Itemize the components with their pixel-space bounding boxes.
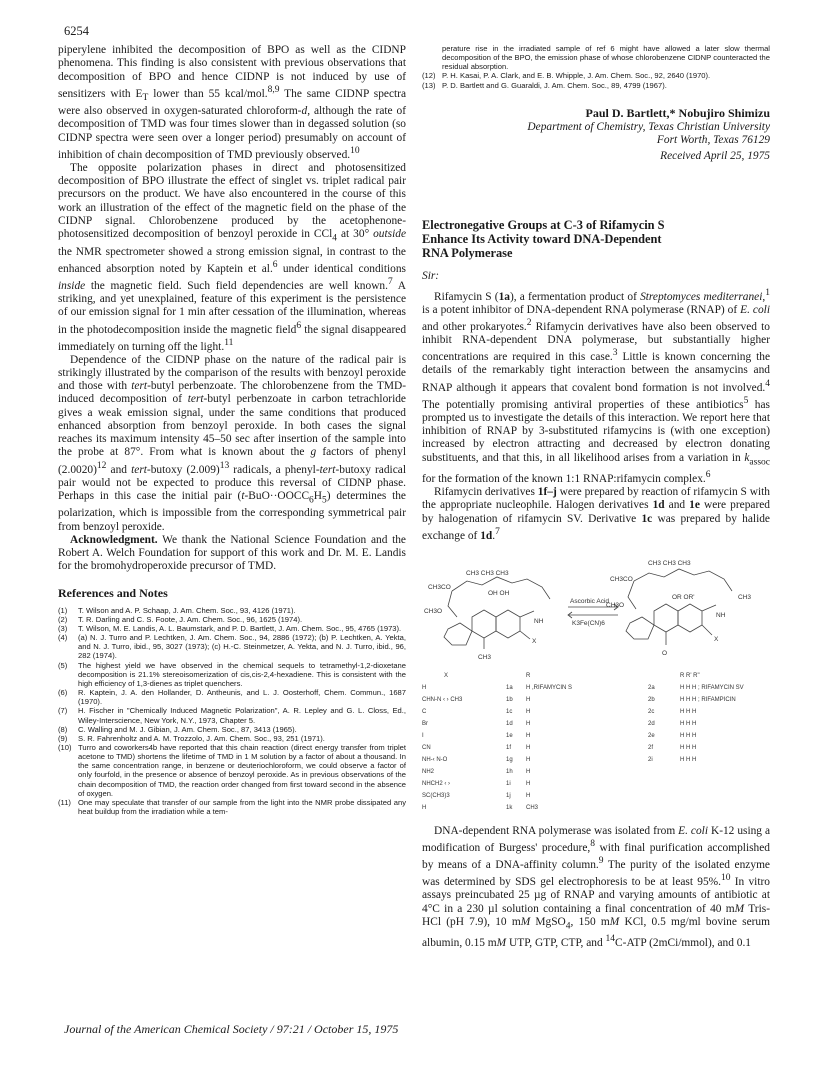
rifamycin-structure-scheme [422,551,770,671]
cell-compound-id: 1g [506,756,513,763]
label-ch3-top-right: CH3 CH3 CH3 [648,559,691,567]
cell-r: H [526,732,531,739]
references-list [58,606,406,817]
cell-compound-id: 1e [506,732,513,739]
right-column [422,44,770,950]
reference-item [422,81,770,90]
reference-item [58,633,406,660]
cell-substituent-x: NHCH2 ‹ › [422,780,450,787]
reference-item [58,798,406,816]
cell-substituent-x: CN [422,744,431,751]
table-row [422,781,770,791]
paragraph-3: Dependence of the CIDNP phase on the nature of the radical pair is strikingly illustrated by the comparison of the results with benzoyl peroxide and those with tert-butyl perbenzoate. The chlorobenzene from the TMD-induced decomposition of tert-butyl perbenzoate in carbon tetrachloride gives a weak emission signal, under the same conditions that produced enhanced absorption from benzoyl peroxide. In both cases the signal reaches its maximum intensity 45–50 sec after insertion of the sample into the probe at 87°. From what is known about the g factors of phenyl $(2.0020)^{12}$ and tert-butoxy $(2.009)^{13}$ radicals, a phenyl-tert-butoxy radical pair would not be expected to produce this reversal of CIDNP phase. Perhaps in this case the initial pair $(t-BuO\cdot\cdot OOCC_6H_5)$ determines the polarization, which is impossible from the corresponding symmetrical pair from benzoyl peroxide. [58,353,406,533]
reference-item [58,734,406,743]
cell-r: H [526,708,531,715]
label-ch3-top-left: CH3 CH3 CH3 [466,569,509,577]
cell-compound-id-2: 2d [648,720,655,727]
cell-r: H ,RIFAMYCIN S [526,684,573,691]
cell-r: H [526,768,531,775]
header-r-rprime: R R' R" [680,672,700,679]
cell-compound-id: 1h [506,768,513,775]
substituent-table [422,673,770,823]
label-ch3o-left: CH3O [424,607,443,615]
label-x-right: X [714,635,719,643]
reference-item [58,706,406,724]
reference-item [58,606,406,615]
cell-substituent-x: NH-‹ N-O [422,756,448,763]
structure-drawing [422,551,770,671]
cell-substituent-x: CHN-N ‹ › CH3 [422,696,463,703]
cell-r: H [526,720,531,727]
table-row [422,709,770,719]
reference-text: (a) N. J. Turro and P. Lechtken, J. Am. Chem. Soc., 94, 2886 (1972); (b) P. Lechtken, A. Yekta, and N. J. Turro, ibid., 95, 3027 (1973); (c) H.-C. Steinmetzer, A. Yekta, and N. J. Turro, ibid., 96, 282 (1974). [78,633,406,661]
cell-substituent-x: H [422,684,427,691]
received-date: Received April 25, 1975 [660,149,770,162]
label-ch3-bottom-left: CH3 [478,653,492,661]
reference-text: R. Kaptein, J. A. den Hollander, D. Antheunis, and L. J. Oosterhoff, Chem. Commun., 1687 (1970). [78,688,406,707]
cell-substituent-x: C [422,708,427,715]
affiliation-line-1: Department of Chemistry, Texas Christian University [527,120,770,133]
cell-compound-id: 1k [506,804,513,811]
reference-text: S. R. Fahrenholtz and A. M. Trozzolo, J. Am. Chem. Soc., 93, 251 (1971). [78,733,325,743]
reference-number: (7) [58,706,68,716]
reference-text: Turro and coworkers4b have reported that this chain reaction (direct energy transfer from triplet acetone to TMD) shortens the lifetime of TMD in 1 M solution by a factor of about a thousand. In the same concentration range, in benzene or deuteriochloroform, we could observe a factor of only fourfold, in the presence or absence of benzoyl peroxide. As in previous observations of the chain decomposition of TMD, the reaction order changed from first toward second in the absence of oxygen. [78,743,406,798]
table-row [422,745,770,755]
table-row [422,757,770,767]
reference-text: perature rise in the irradiated sample of ref 6 might have allowed a later slow thermal decomposition of the BPO, the emission phase of whose chlorobenzene CIDNP counteracted the residual absorption. [442,44,770,72]
reference-number: (11) [58,797,71,807]
cell-compound-id-2: 2b [648,696,655,703]
references-continued [422,44,770,90]
reference-item [58,688,406,706]
cell-substituent-x: SC(CH3)3 [422,792,450,799]
reference-number: (1) [58,605,68,615]
reference-item [422,71,770,80]
reference-number: (8) [58,724,68,734]
cell-compound-id-2: 2c [648,708,655,715]
label-nh-right: NH [716,611,726,619]
paragraph-rifamycin-2: Rifamycin derivatives 1f–j were prepared by reaction of rifamycin S with the appropriate nucleophile. Halogen derivatives 1d and 1e were prepared by halogenation of rifamycin SV. Derivative 1c was prepared by halide exchange of 1d.$^7$ [422,486,770,542]
reference-text: The highest yield we have observed in the chemical sequels to tetramethyl-1,2-dioxetane decomposition is 21.1% stereoisomerization of cis,cis-2,4-hexadiene. This is consistent with the high efficiency of 1,3-dienes as triplet quenchers. [78,660,406,688]
paragraph-1: piperylene inhibited the decomposition of BPO as well as the CIDNP phenomena. This finding is also consistent with previous observations that decomposition of BPO and hence CIDNP is not induced by use of sensitizers with $E_T$ lower than 55 kcal/mol.$^{8,9}$ The same CIDNP spectra were also observed in oxygen-saturated chloroform-d, although the rate of decomposition of TMD was four times slower than in degassed solution (so CIDNP spectra were seen over a longer period) presumably on account of inhibition of chain decomposition of TMD previously observed.$^{10}$ [58,44,407,161]
author-block [422,106,770,162]
reference-number: (4) [58,633,68,643]
reference-text: T. Wilson, M. E. Landis, A. L. Baumstark, and P. D. Bartlett, J. Am. Chem. Soc., 95, 4765 (1973). [78,623,402,633]
label-ch3co-right: CH3CO [610,575,633,583]
table-row [422,793,770,803]
cell-compound-id-2: 2a [648,684,655,691]
reference-text: H. Fischer in "Chemically Induced Magnetic Polarization", A. R. Lepley and G. L. Closs, Ed., Wiley-Interscience, New York, N.Y., 1973, Chapter 5. [78,706,406,725]
cell-r: H [526,696,531,703]
cell-substituent-x: I [422,732,424,739]
author-names: Paul D. Bartlett,* Nobujiro Shimizu [585,105,770,120]
label-ch3o-right: CH3O [606,601,625,609]
cell-compound-id-2: 2e [648,732,655,739]
cell-r-rprime: H H H [680,720,697,727]
reference-item [58,661,406,688]
table-row [422,805,770,815]
reference-number: (6) [58,688,68,698]
left-column [58,44,406,816]
cell-r-rprime: H H H ; RIFAMPICIN [680,696,736,703]
reference-number: (3) [58,623,68,633]
paragraph-rifamycin-3: DNA-dependent RNA polymerase was isolated from E. coli K-12 using a modification of Burgess' procedure,$^8$ with final purification accomplished by means of a DNA-affinity column.$^9$ The purity of the isolated enzyme was determined by SDS gel electrophoresis to be at least 95%.$^{10}$ In vitro assays preincubated 25 µg of RNAP and varying amounts of antibiotic at 4°C in a 230 µl solution containing a final concentration of 40 mM Tris-HCl (pH 7.9), 10 mM MgSO$_4$, 150 mM KCl, 0.5 mg/ml bovine serum albumin, 0.15 mM UTP, GTP, CTP, and $^{14}$C-ATP (2mCi/mmol), and 0.1 [422,824,771,950]
label-ferricyanide: K3Fe(CN)6 [572,619,605,627]
page-number: 6254 [64,24,89,38]
reference-number: (12) [422,71,436,81]
table-row [422,721,770,731]
header-x: X [444,672,449,679]
reference-number: (9) [58,733,68,743]
cell-substituent-x: Br [422,720,428,727]
label-ch3co-left: CH3CO [428,583,451,591]
reference-item [58,624,406,633]
journal-footer: Journal of the American Chemical Society / 97:21 / October 15, 1975 [64,1022,399,1036]
paragraph-rifamycin-1: Rifamycin S (1a), a fermentation product of Streptomyces mediterranei,$^1$ is a potent inhibitor of DNA-dependent RNA polymerase (RNAP) of E. coli and other prokaryotes.$^2$ Rifamycin derivatives have also been observed to inhibit RNA-dependent DNA polymerase, but substantially higher concentrations are required in this case.$^3$ Little is known concerning the details of the remarkably tight interaction between the ansamycins and RNAP although it appears that covalent bond formation is not involved.$^4$ The potentially promising antiviral properties of these antibiotics$^5$ has prompted us to investigate the details of this interaction. We report here that inhibition of RNAP by 3-substituted rifamycins is (with one exception) increased by electron attracting and decreased by electron donating substituents, and that this, in all likelihood arises from a variation in $k_{assoc}$ for the formation of the known 1:1 RNAP:rifamycin complex.$^6$ [422,287,770,485]
table-header [422,673,770,683]
references-heading: References and Notes [58,585,168,600]
cell-compound-id: 1i [506,780,511,787]
reference-text: T. R. Darling and C. S. Foote, J. Am. Chem. Soc., 96, 1625 (1974). [78,614,303,624]
table-row [422,733,770,743]
table-row [422,769,770,779]
cell-r: H [526,792,531,799]
cell-substituent-x: H [422,804,427,811]
label-o-bottom-right: O [662,649,668,657]
reference-number: (10) [58,743,72,753]
reference-text: T. Wilson and A. P. Schaap, J. Am. Chem. Soc., 93, 4126 (1971). [78,605,296,615]
cell-compound-id: 1b [506,696,513,703]
cell-r-rprime: H H H [680,744,697,751]
cell-compound-id-2: 2f [648,744,654,751]
reference-text: C. Walling and M. J. Gibian, J. Am. Chem. Soc., 87, 3413 (1965). [78,724,297,734]
table-row [422,697,770,707]
cell-r: H [526,756,531,763]
reference-number [422,44,442,71]
reference-number: (5) [58,660,68,670]
label-or-right: OR OR' [672,593,695,601]
reference-item [422,44,770,71]
cell-r-rprime: H H H [680,708,697,715]
reference-item [58,743,406,798]
paragraph-2: The opposite polarization phases in direct and photosensitized decomposition of BPO illustrate the effect of singlet vs. triplet radical pair precursors on the product. We have also encountered in the course of this work an illustration of the effect of the magnetic field on the phase of the CIDNP signal. Chlorobenzene produced by the acetophenone-photosensitized decomposition of benzoyl peroxide in CCl$_4$ at 30° outside the NMR spectrometer showed a strong emission signal, in contrast to the enhanced absorption noted by Kaptein et al.$^6$ under identical conditions inside the magnetic field. Such field dependencies are well known.$^7$ A striking, and yet unexplained, feature of this experiment is the persistence of our emission signal for 1 min after cessation of the illumination, whereas in the photodecomposition inside the magnetic field$^6$ the signal disappeared immediately on turning off the light.$^{11}$ [58,161,407,353]
cell-compound-id-2: 2i [648,756,653,763]
cell-r-rprime: H H H [680,732,697,739]
table-row [422,685,770,695]
reference-number: (13) [422,80,436,90]
reference-text: P. H. Kasai, P. A. Clark, and E. B. Whipple, J. Am. Chem. Soc., 92, 2640 (1970). [442,71,711,81]
label-ch3-right: CH3 [738,593,752,601]
acknowledgment: Acknowledgment. We thank the National Science Foundation and the Robert A. Welch Foundation for support of this work and Dr. M. E. Landis for the bromohydroperoxide precursor of TMD. [58,533,406,573]
cell-compound-id: 1c [506,708,513,715]
cell-r: H [526,744,531,751]
cell-r-rprime: H H H ; RIFAMYCIN SV [680,684,744,691]
label-oh-left: OH OH [488,589,510,597]
cell-compound-id: 1f [506,744,512,751]
cell-r-rprime: H H H [680,756,697,763]
cell-r: CH3 [526,804,539,811]
reference-item [58,615,406,624]
label-ascorbic-acid: Ascorbic Acid [570,597,610,605]
cell-substituent-x: NH2 [422,768,435,775]
cell-compound-id: 1a [506,684,513,691]
article-title: Electronegative Groups at C-3 of Rifamycin S Enhance Its Activity toward DNA-Dependent RNA Polymerase [422,217,665,260]
cell-r: H [526,780,531,787]
label-nh-left: NH [534,617,544,625]
label-x-left: X [532,637,537,645]
reference-text: P. D. Bartlett and G. Guaraldi, J. Am. Chem. Soc., 89, 4799 (1967). [442,80,667,90]
cell-compound-id: 1d [506,720,513,727]
affiliation-line-2: Fort Worth, Texas 76129 [656,134,770,147]
header-r: R [526,672,531,679]
reference-number: (2) [58,614,68,624]
cell-compound-id: 1j [506,792,511,799]
salutation: Sir: [422,269,440,282]
reference-item [58,725,406,734]
reference-text: One may speculate that transfer of our sample from the light into the NMR probe dissipated any heat buildup from the irradiation while a tem- [78,797,406,817]
